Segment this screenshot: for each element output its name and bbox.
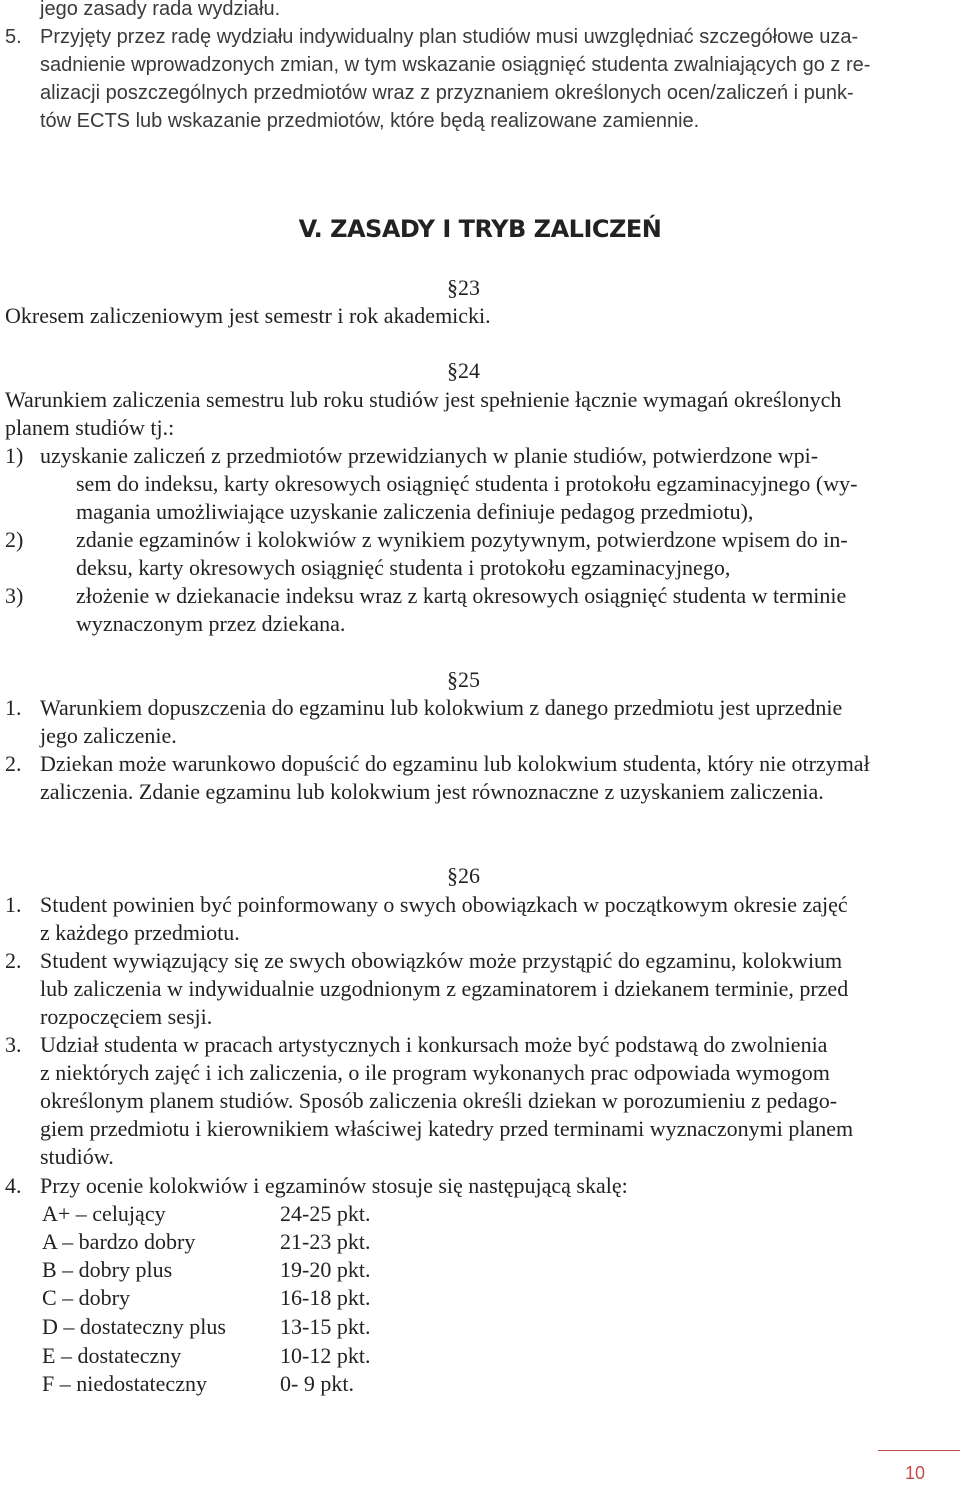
point-number: 5. [5,26,22,48]
grade-points: 24-25 pkt. [280,1201,371,1226]
point5-line: tów ECTS lub wskazanie przedmiotów, które będą realizowane zamiennie. [40,110,700,132]
grade-label: B – dobry plus [42,1257,173,1282]
list-item-line: złożenie w dziekanacie indeksu wraz z kartą okresowych osiągnięć studenta w terminie [76,583,847,608]
grade-points: 16-18 pkt. [280,1285,371,1310]
list-number: 4. [5,1173,22,1198]
list-item-line: zdanie egzaminów i kolokwiów z wynikiem pozytywnym, potwierdzone wpisem do in- [76,527,848,552]
paragraph-sign: §23 [447,275,480,300]
list-item-line: Student wywiązujący się ze swych obowiązków może przystąpić do egzaminu, kolokwium [40,948,843,973]
list-item-line: studiów. [40,1144,114,1169]
paragraph-text: Okresem zaliczeniowym jest semestr i rok akademicki. [5,303,491,328]
list-item-line: deksu, karty okresowych osiągnięć studenta i protokołu egzaminacyjnego, [76,555,731,580]
list-number: 2. [5,948,22,973]
grade-points: 19-20 pkt. [280,1257,371,1282]
list-item-line: wyznaczonym przez dziekana. [76,611,346,636]
list-number: 3. [5,1032,22,1057]
list-item-line: lub zaliczenia w indywidualnie uzgodnionym z egzaminatorem i dziekanem terminie, przed [40,976,849,1001]
list-item-line: Przy ocenie kolokwiów i egzaminów stosuje się następującą skalę: [40,1173,628,1198]
list-item-line: magania umożliwiające uzyskanie zaliczenia definiuje pedagog przedmiotu), [76,499,754,524]
point5-line: alizacji poszczególnych przedmiotów wraz z przyznaniem określonych ocen/zaliczeń i punk- [40,82,854,104]
grade-label: C – dobry [42,1285,130,1310]
grade-points: 0- 9 pkt. [280,1371,354,1396]
continued-text: jego zasady rada wydziału. [40,0,281,20]
paragraph-text: Warunkiem zaliczenia semestru lub roku studiów jest spełnienie łącznie wymagań określonych [5,387,842,412]
list-number: 3) [5,583,24,608]
list-item-line: uzyskanie zaliczeń z przedmiotów przewidzianych w planie studiów, potwierdzone wpi- [40,443,819,468]
list-number: 1. [5,892,22,917]
list-item-line: giem przedmiotu i kierownikiem właściwej katedry przed terminami wyznaczonymi planem [40,1116,854,1141]
grade-label: A+ – celujący [42,1201,166,1226]
footer-divider [878,1450,960,1451]
list-item-line: z każdego przedmiotu. [40,920,240,945]
list-item-line: określonym planem studiów. Sposób zaliczenia określi dziekan w porozumieniu z pedago- [40,1088,838,1113]
list-item-line: Student powinien być poinformowany o swych obowiązkach w początkowym okresie zajęć [40,892,848,917]
paragraph-text: planem studiów tj.: [5,415,175,440]
list-item-line: Udział studenta w pracach artystycznych i konkursach może być podstawą do zwolnienia [40,1032,828,1057]
list-number: 1) [5,443,24,468]
list-item-line: rozpoczęciem sesji. [40,1004,213,1029]
grade-label: D – dostateczny plus [42,1314,226,1339]
paragraph-sign: §24 [447,358,480,383]
grade-points: 13-15 pkt. [280,1314,371,1339]
grade-label: E – dostateczny [42,1343,182,1368]
list-number: 2. [5,751,22,776]
paragraph-sign: §25 [447,667,480,692]
paragraph-sign: §26 [447,863,480,888]
list-item-line: sem do indeksu, karty okresowych osiągnięć studenta i protokołu egzaminacyjnego (wy- [76,471,858,496]
grade-points: 21-23 pkt. [280,1229,371,1254]
point5-line: Przyjęty przez radę wydziału indywidualny plan studiów musi uwzględniać szczegółowe uza- [40,26,859,48]
section-heading: V. ZASADY I TRYB ZALICZEŃ [298,215,662,243]
list-item-line: z niektórych zajęć i ich zaliczenia, o ile program wykonanych prac odpowiada wymogom [40,1060,830,1085]
grade-points: 10-12 pkt. [280,1343,371,1368]
list-item-line: Dziekan może warunkowo dopuścić do egzaminu lub kolokwium studenta, który nie otrzymał [40,751,870,776]
page-number: 10 [905,1463,926,1483]
list-item-line: Warunkiem dopuszczenia do egzaminu lub kolokwium z danego przedmiotu jest uprzednie [40,695,843,720]
grade-label: A – bardzo dobry [42,1229,196,1254]
list-item-line: zaliczenia. Zdanie egzaminu lub kolokwium jest równoznaczne z uzyskaniem zaliczenia. [40,779,824,804]
grade-label: F – niedostateczny [42,1371,207,1396]
point5-line: sadnienie wprowadzonych zmian, w tym wskazanie osiągnięć studenta zwalniających go z re- [40,54,871,76]
list-number: 2) [5,527,24,552]
list-number: 1. [5,695,22,720]
list-item-line: jego zaliczenie. [40,723,177,748]
